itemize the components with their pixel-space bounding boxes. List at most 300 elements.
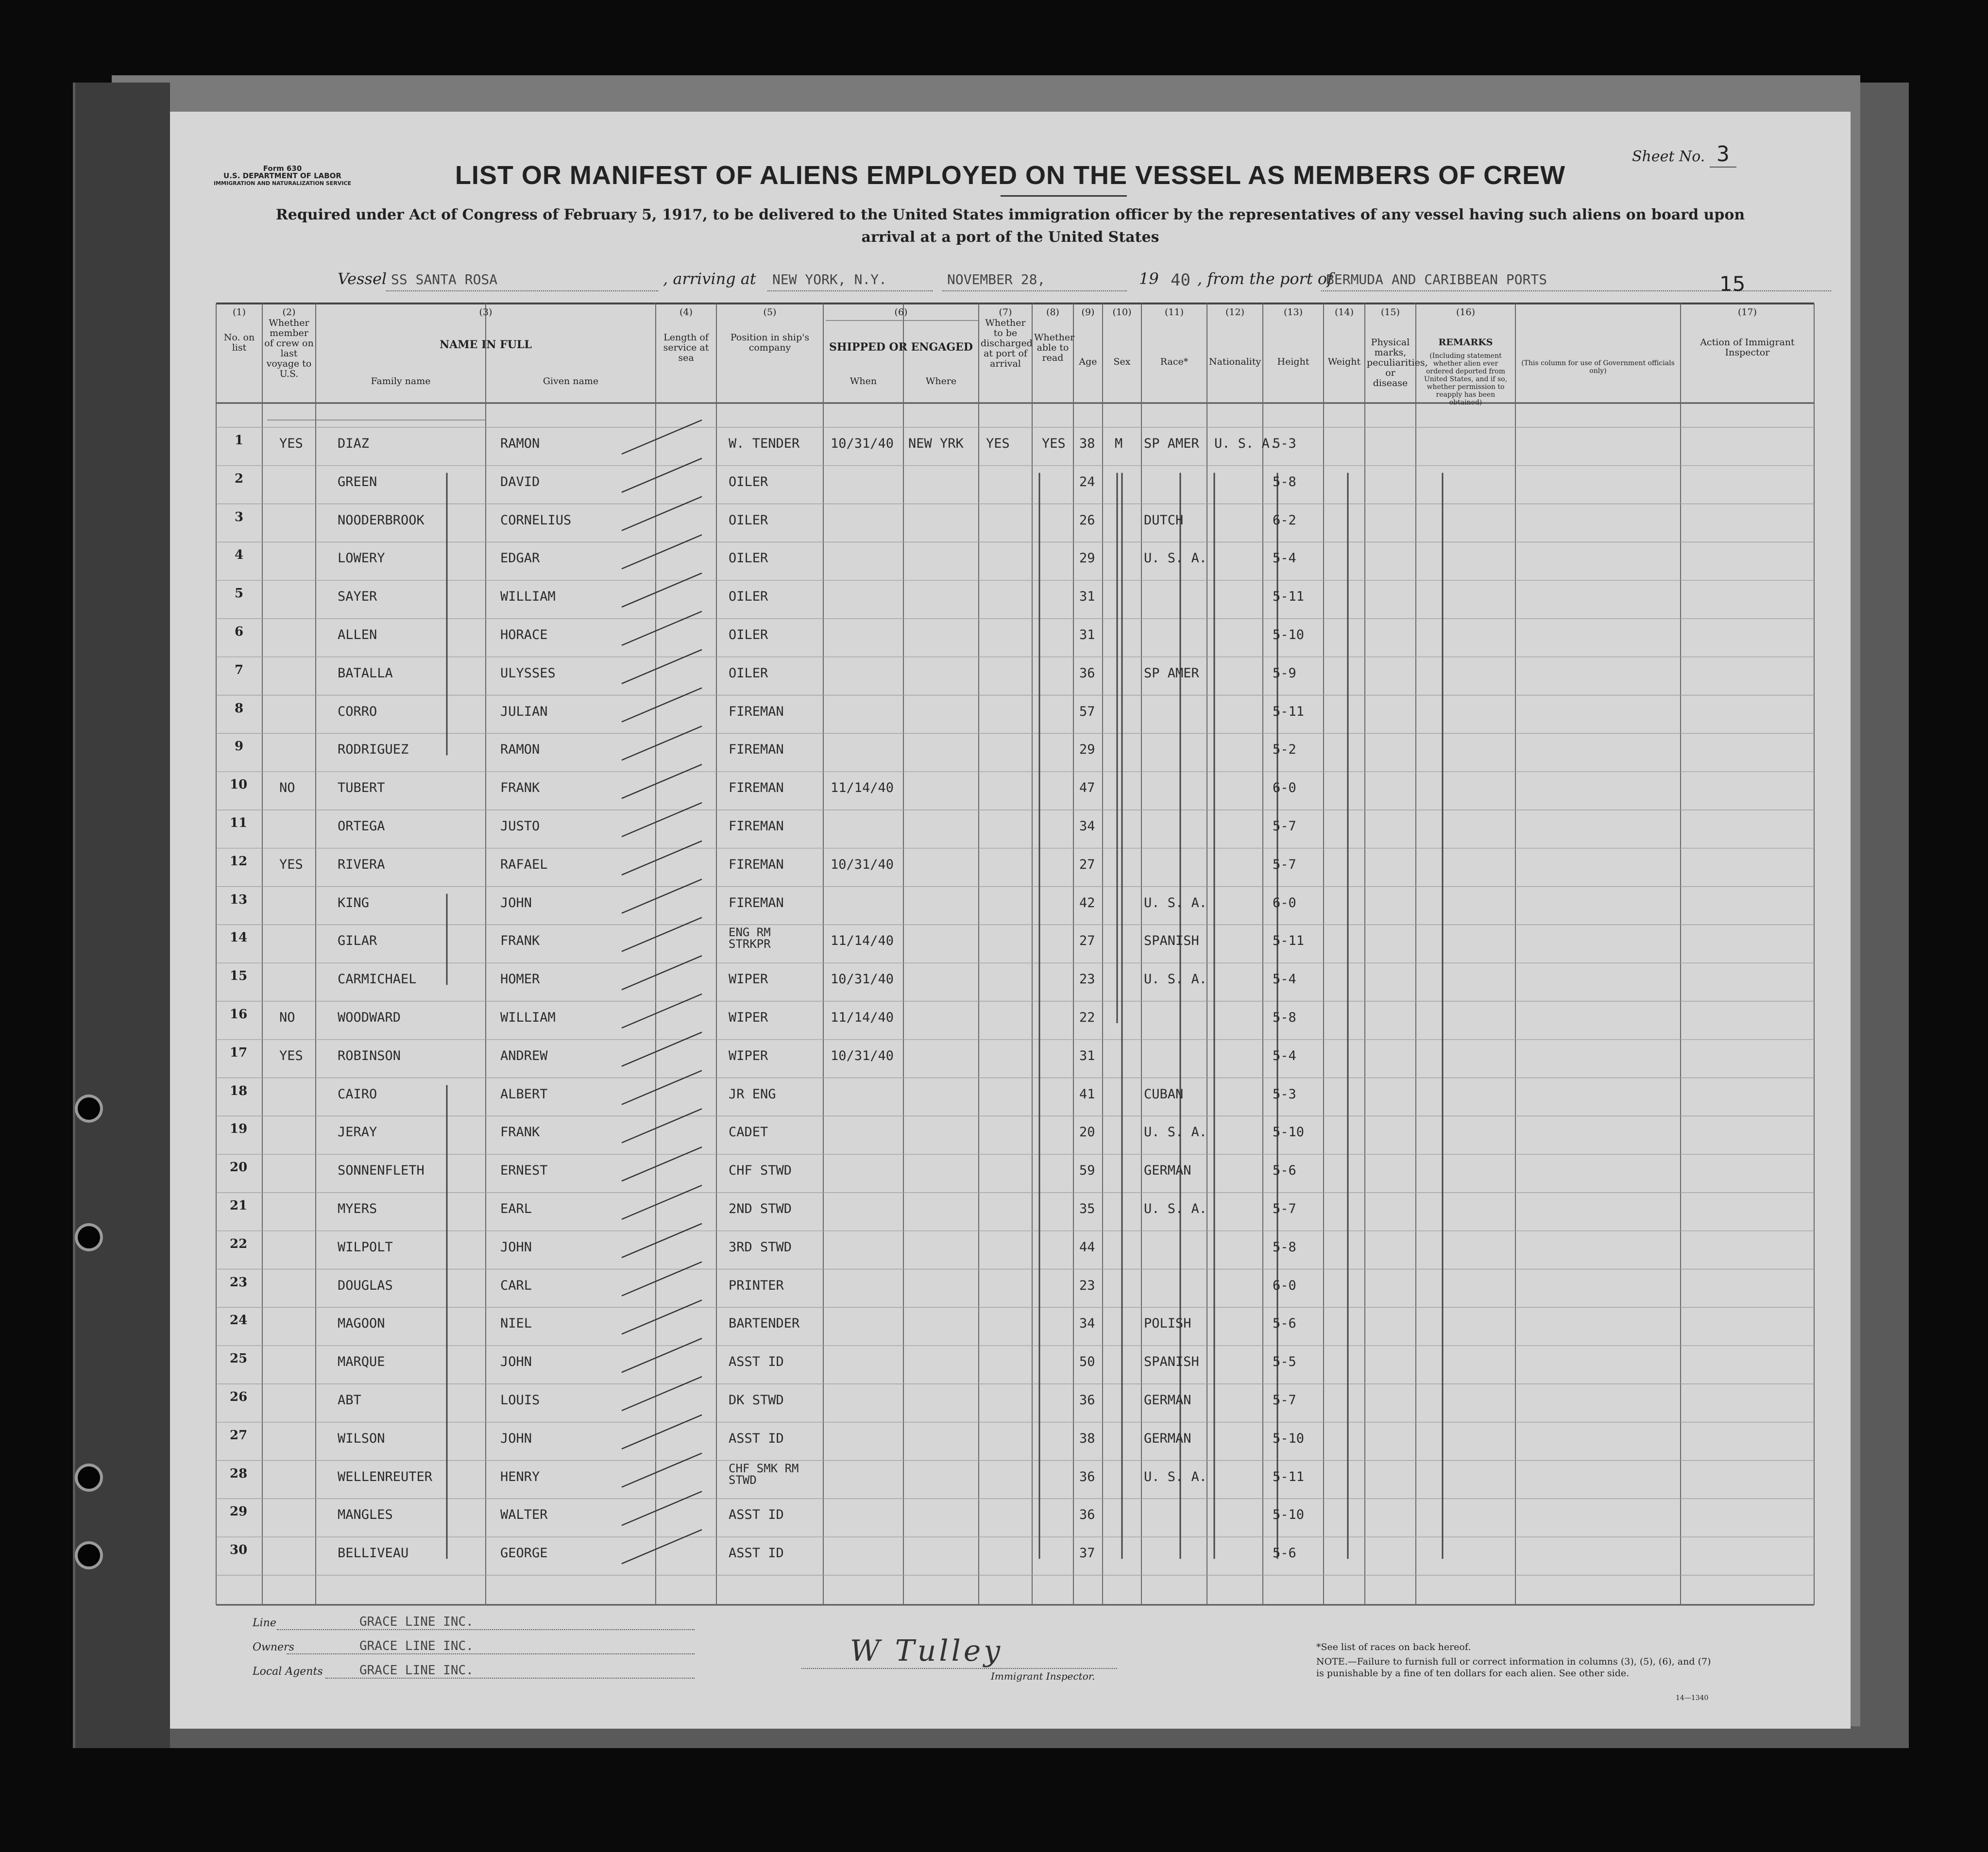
height-cell: 5-10 <box>1273 1125 1305 1140</box>
family-name-cell: SAYER <box>338 589 377 605</box>
family-name-cell: BATALLA <box>338 665 393 681</box>
punch-hole <box>78 1466 100 1489</box>
age-cell: 20 <box>1079 1125 1095 1140</box>
family-name-cell: MAGOON <box>338 1316 385 1331</box>
row-number: 25 <box>230 1351 248 1366</box>
age-cell: 44 <box>1079 1239 1095 1255</box>
col-14-label: Weight <box>1327 356 1361 367</box>
position-cell: FIREMAN <box>729 857 784 872</box>
races-note: *See list of races on back hereof. <box>1316 1642 1471 1652</box>
given-name-cell: WILLIAM <box>500 1010 556 1025</box>
inspector-label: Immigrant Inspector. <box>991 1670 1095 1682</box>
family-name-cell: MANGLES <box>338 1507 393 1523</box>
service-slash-mark <box>622 1300 702 1334</box>
position-cell: W. TENDER <box>729 436 800 451</box>
nationality-cell: U. S. A. <box>1214 436 1278 451</box>
age-cell: 34 <box>1079 1316 1095 1331</box>
col-6-number: (6) <box>894 307 908 318</box>
age-cell: 29 <box>1079 742 1095 758</box>
age-cell: 22 <box>1079 1010 1095 1025</box>
row-number: 21 <box>230 1198 248 1213</box>
race-cell: U. S. A. <box>1144 972 1207 987</box>
service-slash-mark <box>622 803 702 837</box>
family-name-cell: GILAR <box>338 933 377 949</box>
height-cell: 5-7 <box>1273 857 1296 872</box>
age-cell: 31 <box>1079 627 1095 642</box>
family-name-label: Family name <box>371 376 431 387</box>
position-cell: ASST ID <box>729 1546 784 1561</box>
col-12-label: Nationality <box>1209 356 1261 367</box>
col-7-label: Whether to be discharged at port of arrival <box>981 318 1033 369</box>
family-name-cell: NOODERBROOK <box>338 512 425 528</box>
row-number: 8 <box>235 701 244 716</box>
family-name-cell: RIVERA <box>338 857 385 872</box>
height-cell: 5-7 <box>1273 1393 1296 1408</box>
line-label: Line <box>253 1617 276 1629</box>
service-slash-mark <box>622 1530 702 1564</box>
col-3-number: (3) <box>479 307 493 318</box>
height-cell: 5-5 <box>1273 1354 1296 1370</box>
service-slash-mark <box>622 611 702 645</box>
given-name-cell: ALBERT <box>500 1086 548 1102</box>
page-number: 15 <box>1719 272 1746 296</box>
age-cell: 42 <box>1079 895 1095 910</box>
given-name-cell: RAMON <box>500 742 540 758</box>
height-cell: 5-7 <box>1273 819 1296 834</box>
shipped-when-cell: 11/14/40 <box>831 780 894 796</box>
family-name-cell: WELLENREUTER <box>338 1469 433 1484</box>
service-slash-mark <box>622 879 702 913</box>
given-name-cell: JUSTO <box>500 819 540 834</box>
family-name-cell: WILSON <box>338 1431 385 1446</box>
signature-line <box>801 1668 1117 1669</box>
given-name-cell: RAMON <box>500 436 540 451</box>
position-cell: JR ENG <box>729 1086 776 1102</box>
position-cell: WIPER <box>729 1048 768 1063</box>
department: U.S. DEPARTMENT OF LABOR <box>223 171 341 180</box>
height-cell: 5-8 <box>1273 1239 1296 1255</box>
row-number: 9 <box>235 739 244 754</box>
family-name-cell: DIAZ <box>338 436 370 451</box>
age-cell: 36 <box>1079 1469 1095 1484</box>
position-cell: ASST ID <box>729 1507 784 1523</box>
col-2-label: Whether member of crew on last voyage to U.S. <box>264 318 314 379</box>
col-15-label: Physical marks, peculiarities, or disease <box>1367 337 1428 388</box>
service-slash-mark <box>622 764 702 798</box>
owners-label: Owners <box>253 1641 294 1653</box>
remarks-sublabel: (Including statement whether alien ever ordered deported from United States, and if so, whether permission to reapply has been obtained) <box>1424 352 1508 406</box>
col-9-number: (9) <box>1081 307 1095 318</box>
given-name-cell: ULYSSES <box>500 665 556 681</box>
row-number: 30 <box>230 1543 248 1558</box>
service-slash-mark <box>622 1262 702 1296</box>
col-17-number: (17) <box>1737 307 1757 318</box>
row-number: 11 <box>230 816 248 830</box>
height-cell: 5-6 <box>1273 1316 1296 1331</box>
given-name-cell: JOHN <box>500 1431 532 1446</box>
given-name-cell: ERNEST <box>500 1163 548 1179</box>
row-number: 24 <box>230 1313 248 1328</box>
col-14-number: (14) <box>1334 307 1354 318</box>
col-2-number: (2) <box>282 307 296 318</box>
sheet-value: 3 <box>1710 142 1736 168</box>
row-number: 20 <box>230 1160 248 1175</box>
family-name-cell: WILPOLT <box>338 1239 393 1255</box>
row-number: 26 <box>230 1390 248 1404</box>
row-number: 14 <box>230 930 248 945</box>
height-cell: 6-0 <box>1273 780 1296 796</box>
height-cell: 5-11 <box>1273 1469 1305 1484</box>
given-name-cell: HORACE <box>500 627 548 642</box>
col-9-label: Age <box>1079 356 1097 367</box>
family-name-cell: ABT <box>338 1393 361 1408</box>
year-prefix: 19 <box>1139 269 1159 288</box>
position-cell: OILER <box>729 512 768 528</box>
arrival-date: NOVEMBER 28, <box>947 271 1046 287</box>
race-cell: POLISH <box>1144 1316 1191 1331</box>
service-slash-mark <box>622 497 702 531</box>
document-subtitle: Required under Act of Congress of February 5, 1917, to be delivered to the United States immigration officer by the representatives of any vessel having such aliens on board upon arrival at a port of the United States <box>275 206 1745 246</box>
last-voyage-cell: YES <box>279 436 303 451</box>
service-slash-mark <box>622 420 702 454</box>
service-slash-mark <box>622 650 702 684</box>
row-number: 17 <box>230 1045 248 1060</box>
punch-hole <box>78 1097 100 1120</box>
height-cell: 5-4 <box>1273 972 1296 987</box>
punch-hole <box>78 1226 100 1248</box>
row-number: 29 <box>230 1504 248 1519</box>
height-cell: 6-0 <box>1273 1278 1296 1293</box>
row-number: 16 <box>230 1007 248 1022</box>
given-name-cell: EDGAR <box>500 551 540 566</box>
height-cell: 5-7 <box>1273 1201 1296 1216</box>
height-cell: 5-11 <box>1273 933 1305 949</box>
penalty-note: NOTE.—Failure to furnish full or correct information in columns (3), (5), (6), and (7) is punishable by a fine of ten dollars for each alien. See other side. <box>1316 1656 1711 1679</box>
row-number: 3 <box>235 509 244 524</box>
shipped-when-cell: 10/31/40 <box>831 436 894 451</box>
punch-hole <box>78 1544 100 1566</box>
shipped-where-cell: NEW YRK <box>908 436 964 451</box>
form-number: Form 630 <box>263 164 302 173</box>
family-name-cell: JERAY <box>338 1125 377 1140</box>
row-number: 7 <box>235 662 244 677</box>
discharged-cell: YES <box>986 436 1010 451</box>
age-cell: 57 <box>1079 704 1095 719</box>
row-number: 1 <box>235 433 244 448</box>
col-16-label: REMARKS <box>1438 337 1493 348</box>
position-cell: OILER <box>729 665 768 681</box>
position-cell: PRINTER <box>729 1278 784 1293</box>
age-cell: 59 <box>1079 1163 1095 1179</box>
given-name-cell: GEORGE <box>500 1546 548 1561</box>
position-cell: OILER <box>729 627 768 642</box>
height-cell: 5-10 <box>1273 1431 1305 1446</box>
height-cell: 5-8 <box>1273 1010 1296 1025</box>
col-11-label: Race* <box>1160 356 1189 367</box>
row-number: 27 <box>230 1428 248 1443</box>
given-name-cell: FRANK <box>500 780 540 796</box>
given-name-label: Given name <box>543 376 599 387</box>
col-4-label: Length of service at sea <box>663 332 709 363</box>
manifest-sheet <box>170 112 1851 1729</box>
row-number: 18 <box>230 1083 248 1098</box>
service-slash-mark <box>622 1224 702 1258</box>
col-11-number: (11) <box>1164 307 1184 318</box>
family-name-cell: BELLIVEAU <box>338 1546 409 1561</box>
service-slash-mark <box>622 1453 702 1487</box>
col-1-number: (1) <box>233 307 246 318</box>
family-name-cell: LOWERY <box>338 551 385 566</box>
family-name-cell: GREEN <box>338 474 377 489</box>
row-number: 4 <box>235 548 244 563</box>
family-name-cell: CORRO <box>338 704 377 719</box>
position-cell: 3RD STWD <box>729 1239 792 1255</box>
col-17-label: Action of Immigrant Inspector <box>1700 337 1795 358</box>
age-cell: 31 <box>1079 589 1095 605</box>
last-voyage-cell: NO <box>279 1010 295 1025</box>
service-slash-mark <box>622 1338 702 1372</box>
age-cell: 24 <box>1079 474 1095 489</box>
service: IMMIGRATION AND NATURALIZATION SERVICE <box>214 180 352 186</box>
position-cell: OILER <box>729 589 768 605</box>
height-cell: 5-8 <box>1273 474 1296 489</box>
position-cell: FIREMAN <box>729 780 784 796</box>
position-cell: DK STWD <box>729 1393 784 1408</box>
service-slash-mark <box>622 1185 702 1219</box>
age-cell: 38 <box>1079 436 1095 451</box>
col-3-label: NAME IN FULL <box>440 338 532 351</box>
height-cell: 5-10 <box>1273 627 1305 642</box>
race-cell: SP AMER <box>1144 436 1199 451</box>
document-title: LIST OR MANIFEST OF ALIENS EMPLOYED ON THE VESSEL AS MEMBERS OF CREW <box>455 161 1566 190</box>
height-cell: 5-11 <box>1273 704 1305 719</box>
family-name-cell: DOUGLAS <box>338 1278 393 1293</box>
height-cell: 6-0 <box>1273 895 1296 910</box>
position-cell: CHF SMK RM STWD <box>729 1461 799 1487</box>
height-cell: 5-4 <box>1273 551 1296 566</box>
col-5-label: Position in ship's company <box>730 332 810 353</box>
last-voyage-cell: NO <box>279 780 295 796</box>
line-value: GRACE LINE INC. <box>277 1615 695 1630</box>
able-to-read-cell: YES <box>1042 436 1066 451</box>
service-slash-mark <box>622 726 702 760</box>
arrival-port: NEW YORK, N.Y. <box>772 271 887 287</box>
height-cell: 5-9 <box>1273 665 1296 681</box>
service-slash-mark <box>622 1032 702 1066</box>
departure-ports: BERMUDA AND CARIBBEAN PORTS <box>1326 271 1547 287</box>
shipped-when-cell: 10/31/40 <box>831 1048 894 1063</box>
race-cell: U. S. A. <box>1144 1125 1207 1140</box>
service-slash-mark <box>622 1377 702 1411</box>
age-cell: 34 <box>1079 819 1095 834</box>
height-cell: 5-10 <box>1273 1507 1305 1523</box>
age-cell: 23 <box>1079 1278 1095 1293</box>
race-cell: GERMAN <box>1144 1393 1191 1408</box>
service-slash-mark <box>622 1147 702 1181</box>
col-12-number: (12) <box>1225 307 1244 318</box>
given-name-cell: CORNELIUS <box>500 512 572 528</box>
height-cell: 5-11 <box>1273 589 1305 605</box>
position-cell: FIREMAN <box>729 704 784 719</box>
col-1-label: No. on list <box>223 332 255 353</box>
race-cell: U. S. A. <box>1144 551 1207 566</box>
row-number: 19 <box>230 1122 248 1137</box>
sheet-label: Sheet No. <box>1632 148 1705 165</box>
given-name-cell: HENRY <box>500 1469 540 1484</box>
family-name-cell: ALLEN <box>338 627 377 642</box>
race-cell: GERMAN <box>1144 1431 1191 1446</box>
col-4-number: (4) <box>680 307 693 318</box>
given-name-cell: EARL <box>500 1201 532 1216</box>
row-number: 13 <box>230 892 248 907</box>
position-cell: OILER <box>729 551 768 566</box>
given-name-cell: DAVID <box>500 474 540 489</box>
family-name-cell: ORTEGA <box>338 819 385 834</box>
given-name-cell: FRANK <box>500 1125 540 1140</box>
given-name-cell: JOHN <box>500 1239 532 1255</box>
family-name-cell: MARQUE <box>338 1354 385 1370</box>
given-name-cell: WILLIAM <box>500 589 556 605</box>
row-number: 5 <box>235 586 244 601</box>
height-cell: 5-2 <box>1273 742 1296 758</box>
service-slash-mark <box>622 1109 702 1143</box>
race-cell: SPANISH <box>1144 933 1199 949</box>
row-number: 2 <box>235 471 244 486</box>
from-label: , from the port of <box>1197 269 1333 288</box>
position-cell: ASST ID <box>729 1431 784 1446</box>
action-sublabel: (This column for use of Government officials only) <box>1521 359 1675 375</box>
shipped-when-cell: 10/31/40 <box>831 972 894 987</box>
shipped-when-cell: 11/14/40 <box>831 933 894 949</box>
manifest-table <box>170 112 1851 1729</box>
family-name-cell: RODRIGUEZ <box>338 742 409 758</box>
race-cell: CUBAN <box>1144 1086 1184 1102</box>
binding-strip <box>75 83 170 1748</box>
height-cell: 5-6 <box>1273 1546 1296 1561</box>
given-name-cell: RAFAEL <box>500 857 548 872</box>
race-cell: U. S. A. <box>1144 895 1207 910</box>
service-slash-mark <box>622 1491 702 1525</box>
age-cell: 27 <box>1079 933 1095 949</box>
service-slash-mark <box>622 917 702 951</box>
race-cell: GERMAN <box>1144 1163 1191 1179</box>
position-cell: WIPER <box>729 972 768 987</box>
position-cell: FIREMAN <box>729 895 784 910</box>
row-number: 28 <box>230 1466 248 1481</box>
col-6-label: SHIPPED OR ENGAGED <box>829 341 973 354</box>
vessel-label: Vessel <box>338 269 387 288</box>
col-10-number: (10) <box>1112 307 1132 318</box>
col-8-number: (8) <box>1046 307 1059 318</box>
given-name-cell: LOUIS <box>500 1393 540 1408</box>
family-name-cell: TUBERT <box>338 780 385 796</box>
height-cell: 5-3 <box>1273 1086 1296 1102</box>
given-name-cell: CARL <box>500 1278 532 1293</box>
row-number: 12 <box>230 854 248 869</box>
sex-cell: M <box>1115 436 1123 451</box>
vessel-name: SS SANTA ROSA <box>391 271 498 287</box>
age-cell: 23 <box>1079 972 1095 987</box>
position-cell: CADET <box>729 1125 768 1140</box>
position-cell: CHF STWD <box>729 1163 792 1179</box>
given-name-cell: ANDREW <box>500 1048 548 1063</box>
position-cell: FIREMAN <box>729 742 784 758</box>
family-name-cell: ROBINSON <box>338 1048 401 1063</box>
age-cell: 35 <box>1079 1201 1095 1216</box>
row-number: 6 <box>235 624 244 639</box>
service-slash-mark <box>622 841 702 875</box>
given-name-cell: WALTER <box>500 1507 548 1523</box>
year-value: 40 <box>1171 270 1190 290</box>
given-name-cell: JOHN <box>500 895 532 910</box>
row-number: 10 <box>230 777 248 792</box>
agents-label: Local Agents <box>253 1666 323 1678</box>
age-cell: 47 <box>1079 780 1095 796</box>
age-cell: 38 <box>1079 1431 1095 1446</box>
age-cell: 36 <box>1079 1393 1095 1408</box>
col-16-number: (16) <box>1456 307 1475 318</box>
given-name-cell: HOMER <box>500 972 540 987</box>
family-name-cell: KING <box>338 895 370 910</box>
family-name-cell: WOODWARD <box>338 1010 401 1025</box>
row-number: 15 <box>230 969 248 984</box>
age-cell: 27 <box>1079 857 1095 872</box>
service-slash-mark <box>622 458 702 492</box>
inspector-signature: W Tulley <box>850 1634 1003 1668</box>
col-15-number: (15) <box>1380 307 1400 318</box>
position-cell: OILER <box>729 474 768 489</box>
age-cell: 41 <box>1079 1086 1095 1102</box>
age-cell: 36 <box>1079 1507 1095 1523</box>
height-cell: 5-4 <box>1273 1048 1296 1063</box>
position-cell: ASST ID <box>729 1354 784 1370</box>
service-slash-mark <box>622 956 702 990</box>
row-number: 22 <box>230 1236 248 1251</box>
family-name-cell: MYERS <box>338 1201 377 1216</box>
family-name-cell: SONNENFLETH <box>338 1163 425 1179</box>
col-13-label: Height <box>1277 356 1309 367</box>
last-voyage-cell: YES <box>279 1048 303 1063</box>
given-name-cell: NIEL <box>500 1316 532 1331</box>
arriving-label: , arriving at <box>663 269 756 288</box>
row-number: 23 <box>230 1275 248 1290</box>
shipped-when-label: When <box>850 376 877 387</box>
age-cell: 31 <box>1079 1048 1095 1063</box>
service-slash-mark <box>622 688 702 722</box>
race-cell: DUTCH <box>1144 512 1184 528</box>
age-cell: 36 <box>1079 665 1095 681</box>
height-cell: 6-2 <box>1273 512 1296 528</box>
height-cell: 5-3 <box>1273 436 1296 451</box>
position-cell: BARTENDER <box>729 1316 800 1331</box>
race-cell: U. S. A. <box>1144 1201 1207 1216</box>
service-slash-mark <box>622 1071 702 1105</box>
family-name-cell: CARMICHAEL <box>338 972 417 987</box>
height-cell: 5-6 <box>1273 1163 1296 1179</box>
position-cell: ENG RM STRKPR <box>729 926 771 951</box>
age-cell: 50 <box>1079 1354 1095 1370</box>
last-voyage-cell: YES <box>279 857 303 872</box>
race-cell: SP AMER <box>1144 665 1199 681</box>
given-name-cell: JULIAN <box>500 704 548 719</box>
race-cell: U. S. A. <box>1144 1469 1207 1484</box>
given-name-cell: FRANK <box>500 933 540 949</box>
age-cell: 26 <box>1079 512 1095 528</box>
service-slash-mark <box>622 994 702 1028</box>
col-10-label: Sex <box>1113 356 1131 367</box>
col-8-label: Whether able to read <box>1034 332 1075 363</box>
shipped-where-label: Where <box>925 376 957 387</box>
